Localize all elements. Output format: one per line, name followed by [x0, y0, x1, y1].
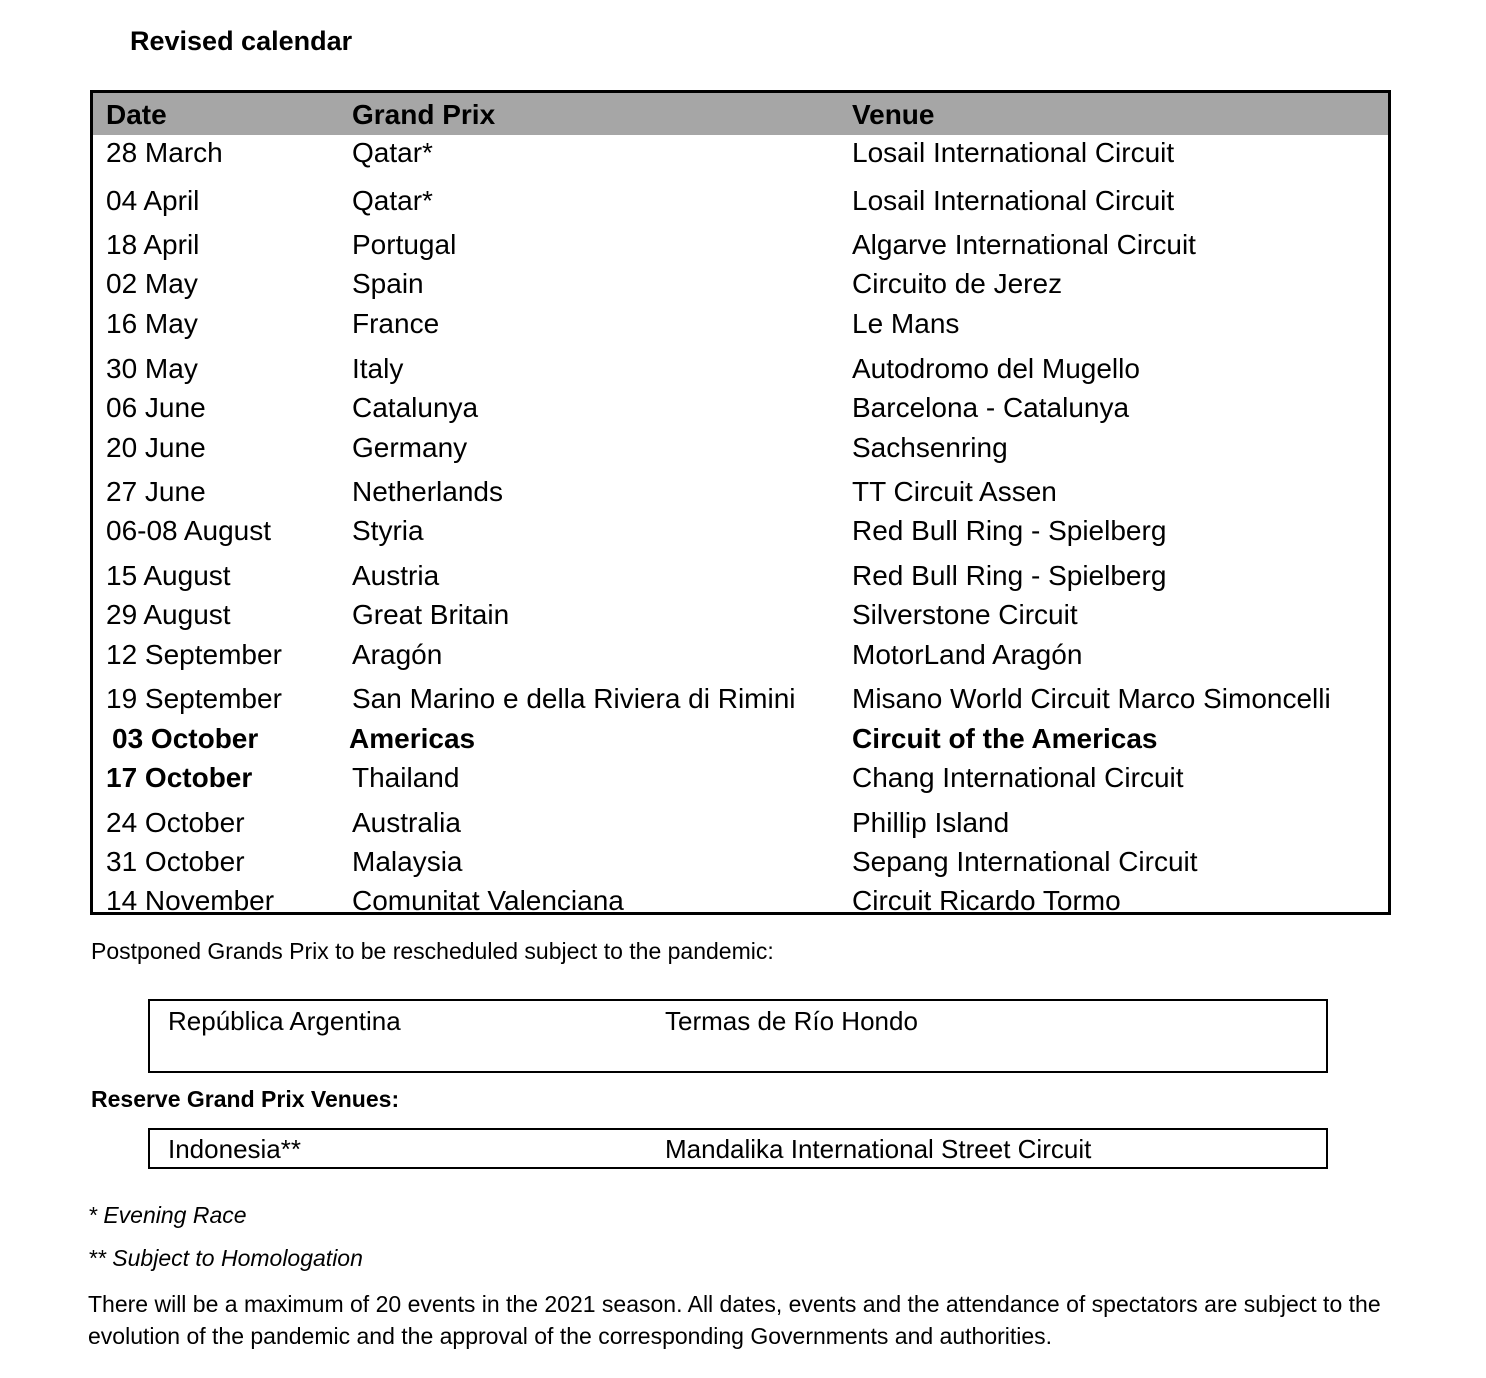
header-grand-prix: Grand Prix: [352, 99, 496, 130]
calendar-cell-date: 14 November: [106, 885, 275, 916]
calendar-cell-grand-prix: Qatar*: [352, 137, 433, 168]
disclaimer-text: There will be a maximum of 20 events in the 2021 season. All dates, events and the attendance of spectators are subject to the evolution of the pandemic and the approval of the corresponding Governments and authorities.: [88, 1291, 1381, 1349]
calendar-cell-grand-prix: Germany: [352, 432, 468, 463]
calendar-cell-grand-prix: Americas: [349, 723, 476, 754]
calendar-cell-grand-prix: Spain: [352, 268, 424, 299]
calendar-cell-venue: Circuit Ricardo Tormo: [852, 885, 1121, 916]
calendar-cell-venue: Red Bull Ring - Spielberg: [852, 515, 1167, 546]
postponed-heading: Postponed Grands Prix to be rescheduled subject to the pandemic:: [91, 938, 774, 964]
calendar-cell-venue: Algarve International Circuit: [852, 229, 1196, 260]
calendar-cell-grand-prix: Australia: [352, 807, 461, 838]
calendar-cell-date: 06-08 August: [106, 515, 272, 546]
calendar-cell-venue: Chang International Circuit: [852, 762, 1184, 793]
calendar-cell-venue: Circuit of the Americas: [852, 723, 1158, 754]
calendar-cell-date: 03 October: [112, 723, 259, 754]
postponed-venue: Termas de Río Hondo: [665, 1006, 918, 1036]
calendar-cell-grand-prix: Netherlands: [352, 476, 503, 507]
calendar-cell-grand-prix: Austria: [352, 560, 440, 591]
calendar-cell-venue: Sepang International Circuit: [852, 846, 1198, 877]
calendar-cell-date: 31 October: [106, 846, 245, 877]
calendar-cell-venue: Sachsenring: [852, 432, 1008, 463]
calendar-cell-venue: Losail International Circuit: [852, 185, 1175, 216]
calendar-cell-grand-prix: Aragón: [352, 639, 443, 670]
calendar-table: [90, 90, 1391, 915]
calendar-cell-venue: Autodromo del Mugello: [852, 353, 1140, 384]
calendar-cell-grand-prix: France: [352, 308, 440, 339]
calendar-cell-venue: TT Circuit Assen: [852, 476, 1057, 507]
calendar-cell-grand-prix: Portugal: [352, 229, 457, 260]
calendar-cell-date: 30 May: [106, 353, 198, 384]
calendar-cell-date: 19 September: [106, 683, 282, 714]
calendar-cell-grand-prix: Great Britain: [352, 599, 510, 630]
calendar-cell-grand-prix: Malaysia: [352, 846, 463, 877]
postponed-grand-prix: República Argentina: [168, 1006, 401, 1036]
calendar-cell-grand-prix: Styria: [352, 515, 424, 546]
reserve-grand-prix: Indonesia**: [168, 1134, 301, 1164]
calendar-cell-date: 12 September: [106, 639, 282, 670]
calendar-cell-date: 02 May: [106, 268, 198, 299]
calendar-cell-date: 29 August: [106, 599, 231, 630]
calendar-cell-date: 24 October: [106, 807, 245, 838]
postponed-table: [148, 999, 1328, 1073]
calendar-cell-venue: MotorLand Aragón: [852, 639, 1083, 670]
calendar-cell-venue: Barcelona - Catalunya: [852, 392, 1130, 423]
calendar-cell-venue: Phillip Island: [852, 807, 1010, 838]
calendar-cell-date: 16 May: [106, 308, 198, 339]
calendar-cell-grand-prix: Catalunya: [352, 392, 479, 423]
table-header-row: [93, 93, 1388, 135]
calendar-cell-venue: Misano World Circuit Marco Simoncelli: [852, 683, 1331, 714]
calendar-cell-grand-prix: Italy: [352, 353, 404, 384]
calendar-cell-date: 15 August: [106, 560, 231, 591]
footnote-evening-race: * Evening Race: [88, 1202, 247, 1228]
header-date: Date: [106, 99, 167, 130]
calendar-cell-venue: Red Bull Ring - Spielberg: [852, 560, 1167, 591]
page-title: Revised calendar: [130, 26, 353, 56]
reserve-venue: Mandalika International Street Circuit: [665, 1134, 1092, 1164]
calendar-cell-grand-prix: San Marino e della Riviera di Rimini: [352, 683, 796, 714]
calendar-cell-grand-prix: Qatar*: [352, 185, 433, 216]
calendar-cell-venue: Le Mans: [852, 308, 960, 339]
calendar-cell-grand-prix: Comunitat Valenciana: [352, 885, 624, 916]
reserve-table: [148, 1128, 1328, 1169]
footnote-homologation: ** Subject to Homologation: [88, 1245, 363, 1271]
calendar-cell-date: 20 June: [106, 432, 206, 463]
calendar-cell-date: 18 April: [106, 229, 200, 260]
calendar-cell-date: 04 April: [106, 185, 200, 216]
calendar-cell-date: 17 October: [106, 762, 253, 793]
reserve-heading: Reserve Grand Prix Venues:: [91, 1086, 400, 1112]
calendar-cell-venue: Silverstone Circuit: [852, 599, 1078, 630]
calendar-cell-date: 28 March: [106, 137, 223, 168]
calendar-cell-venue: Circuito de Jerez: [852, 268, 1063, 299]
calendar-cell-grand-prix: Thailand: [352, 762, 460, 793]
calendar-cell-date: 06 June: [106, 392, 206, 423]
header-venue: Venue: [852, 99, 935, 130]
calendar-cell-date: 27 June: [106, 476, 206, 507]
calendar-cell-venue: Losail International Circuit: [852, 137, 1175, 168]
